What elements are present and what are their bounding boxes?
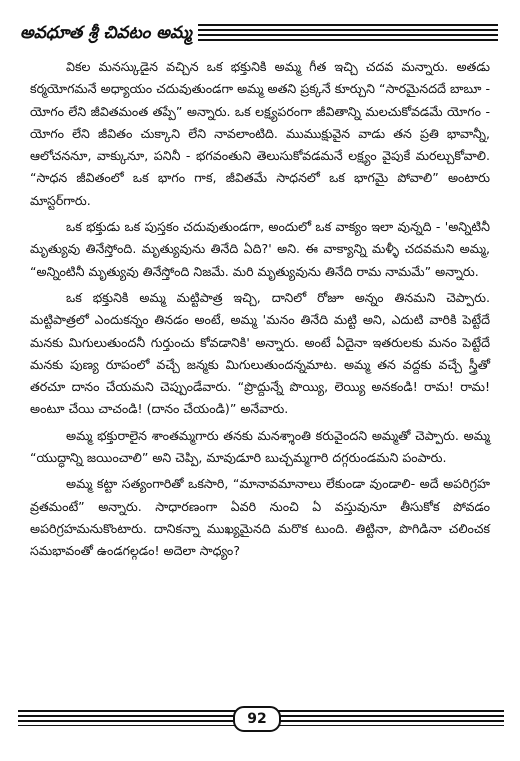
paragraph: వికల మనస్కుడైన వచ్చిన ఒక భక్తునికి అమ్మ గీత ఇచ్చి చదవ మన్నారు. అతడు కర్మయోగమనే అధ్యాయం చదువుతుండగా అమ్మ అతని ప్రక్కనే కూర్చుని “సారమైనదదే బాబూ - యోగం లేని జీవితమంత తప్పే” అన్నారు. ఒక లక్ష్యపరంగా జీవితాన్ని మలచుకోవడమే యోగం - యోగం లేని జీవితం చుక్కాని లేని నావలాంటిది. ముముక్షువైన వాడు తన ప్రతి భావాన్నీ, ఆలోచననూ, వాక్కునూ, పనినీ - భగవంతుని తెలుసుకోవడమనే లక్ష్యం వైపుకే మరల్చుకోవాలి. “సాధన జీవితంలో ఒక భాగం గాక, జీవితమే సాధనలో ఒక భాగమై పోవాలి” అంటారు మాస్టర్‌గారు. [30,59,490,208]
paragraph: ఒక భక్తుడు ఒక పుస్తకం చదువుతుండగా, అందులో ఒక వాక్యం ఇలా వున్నది - 'అన్నిటినీ మృత్యువు తినేస్తోంది. మృత్యువును తినేది ఏది?' అని. ఈ వాక్యాన్ని మళ్ళీ చదవమని అమ్మ, “అన్నింటినీ మృత్యువు తినేస్తోంది నిజమే. మరి మృత్యువును తినేది రామ నామమే” అన్నారు. [30,219,490,279]
paragraph: అమ్మ భక్తురాలైన శాంతమ్మగారు తనకు మనశ్శాంతి కరువైందని అమ్మతో చెప్పారు. అమ్మ “యుద్ధాన్ని జయించాలి” అని చెప్పి, మావుడూరి బుచ్చమ్మగారి దగ్గరుండమని పంపారు. [30,427,490,466]
page-footer [18,708,504,728]
page-body [30,56,490,567]
header-title: అవధూత శ్రీ చివటం అమ్మ [20,22,198,44]
paragraph: ఒక భక్తునికి అమ్మ మట్టిపాత్ర ఇచ్చి, దానిలో రోజూ అన్నం తినమని చెప్పారు. మట్టిపాత్రలో ఎందుకన్నం తినడం అంటే, అమ్మ 'మనం తినేది మట్టి అని, ఎదుటి వారికి పెట్టేదే మనకు మిగులుతుందనీ గుర్తుంచు కోవడానికి' అన్నారు. అంటే ఏదైనా ఇతరులకు మనం పెట్టేదే మనకు పుణ్య రూపంలో వచ్చే జన్మకు మిగులుతుందన్నమాట. అమ్మ తన వద్దకు వచ్చే స్త్రీతో తరచూ దానం చేయమని చెప్పుండేవారు. “ప్రొద్దున్నే పొయ్యి, లెయ్యి అనకండి! రామ! రామ! అంటూ చేయి చాచండి! (దానం చేయండి)” అనేవారు. [30,289,490,417]
paragraph: అమ్మ కట్టా సత్యంగారితో ఒకసారి, “మానావమానాలు లేకుండా వుండాలి- అదే అపరిగ్రహ వ్రతమంటే” అన్నారు. సాధారణంగా ఏవరి నుంచి ఏ వస్తువునూ తీసుకోక పోవడం అపరిగ్రహమనుకొంటారు. దానికన్నా ముఖ్యమైనది మరొక టుంది. తిట్టినా, పొగిడినా చలించక సమభావంతో ఉండగల్గడం! అదెలా సాధ్యం? [30,476,490,559]
running-header [20,22,498,48]
page-number: 92 [233,706,281,732]
